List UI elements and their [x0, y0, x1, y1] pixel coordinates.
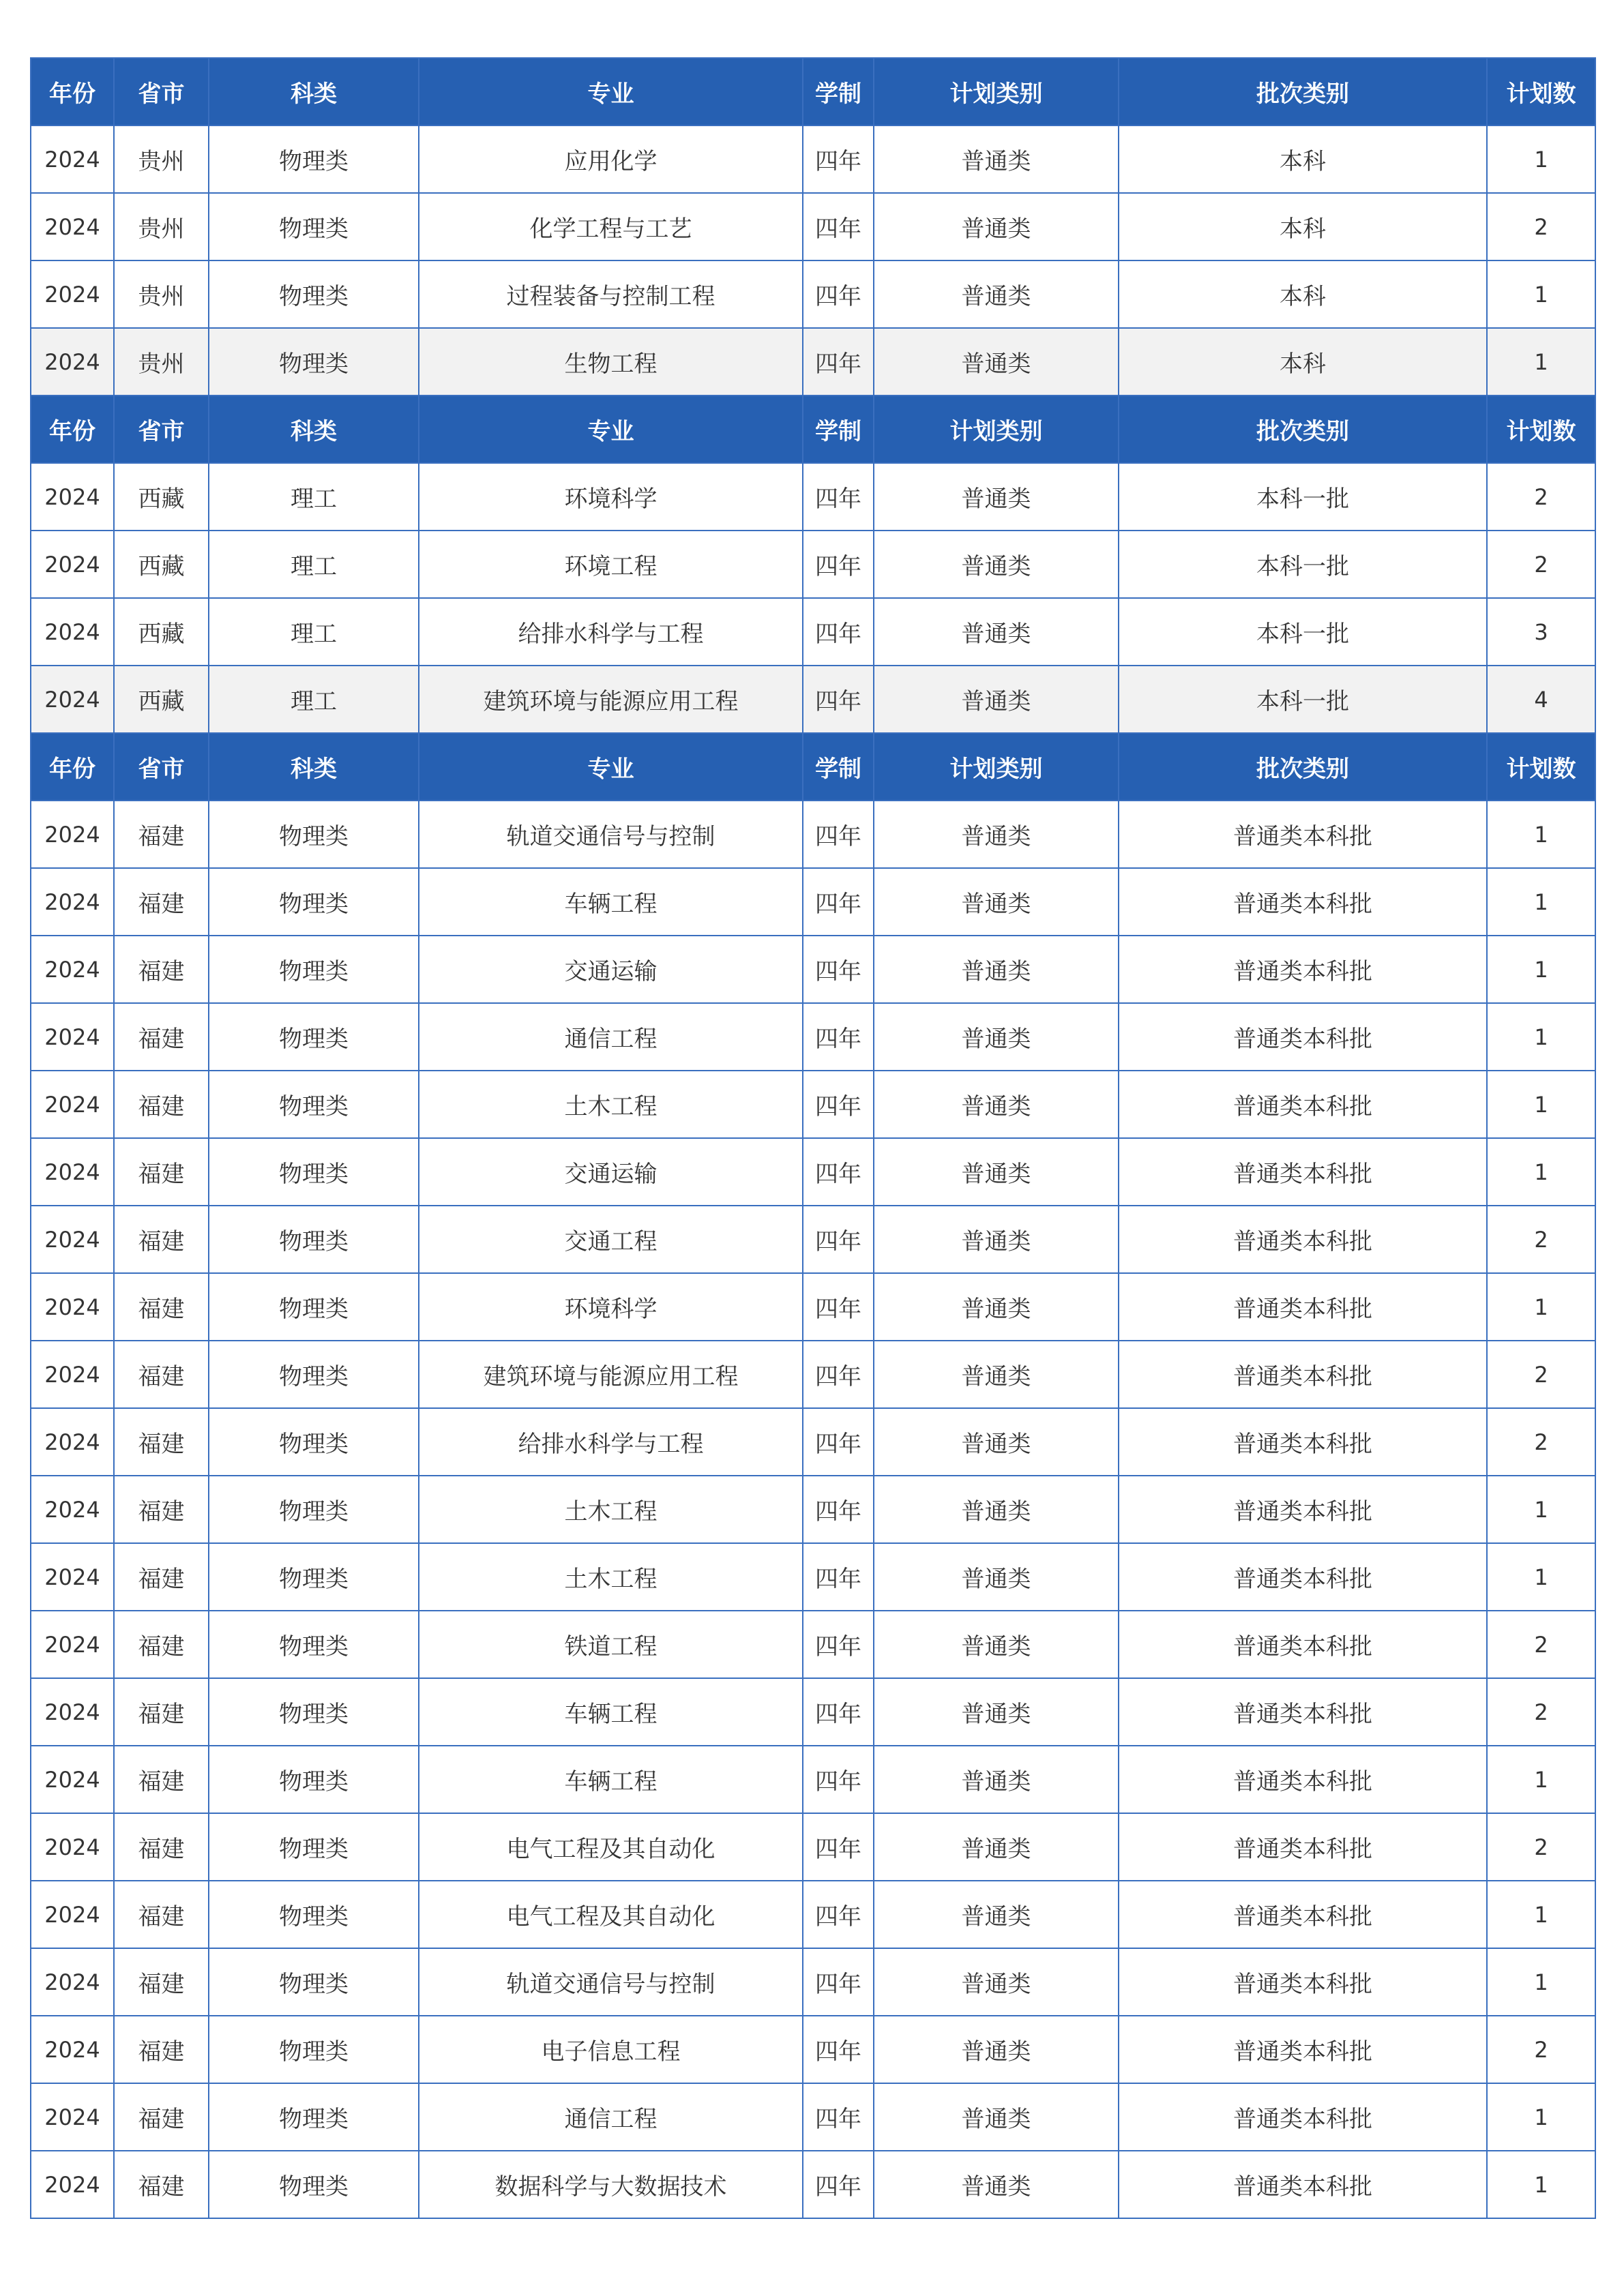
subject-type-cell: 理工 [209, 463, 419, 531]
plan-count-cell: 1 [1487, 1273, 1595, 1341]
plan-type-cell: 普通类 [874, 1813, 1119, 1881]
batch-type-cell: 普通类本科批 [1119, 1543, 1487, 1611]
province-cell: 福建 [114, 1881, 209, 1948]
table-row [31, 1543, 1595, 1611]
batch-type-cell: 普通类本科批 [1119, 2083, 1487, 2151]
year-cell: 2024 [31, 328, 114, 396]
province-cell: 福建 [114, 1138, 209, 1206]
plan-type-cell: 普通类 [874, 193, 1119, 260]
header-plan-count: 计划数 [1487, 396, 1595, 463]
province-cell: 福建 [114, 1408, 209, 1476]
major-cell: 电气工程及其自动化 [419, 1881, 803, 1948]
province-cell: 福建 [114, 868, 209, 936]
major-cell: 给排水科学与工程 [419, 1408, 803, 1476]
batch-type-cell: 普通类本科批 [1119, 1881, 1487, 1948]
header-duration: 学制 [803, 733, 874, 801]
province-cell: 福建 [114, 1003, 209, 1071]
table-row [31, 1948, 1595, 2016]
header-subject-type: 科类 [209, 733, 419, 801]
batch-type-cell: 普通类本科批 [1119, 1408, 1487, 1476]
subject-type-cell: 物理类 [209, 801, 419, 868]
plan-type-cell: 普通类 [874, 2016, 1119, 2083]
table-row [31, 531, 1595, 598]
major-cell: 环境科学 [419, 463, 803, 531]
batch-type-cell: 本科 [1119, 260, 1487, 328]
plan-count-cell: 1 [1487, 328, 1595, 396]
plan-type-cell: 普通类 [874, 125, 1119, 193]
batch-type-cell: 普通类本科批 [1119, 1273, 1487, 1341]
duration-cell: 四年 [803, 1206, 874, 1273]
duration-cell: 四年 [803, 1273, 874, 1341]
major-cell: 车辆工程 [419, 1678, 803, 1746]
plan-count-cell: 2 [1487, 463, 1595, 531]
duration-cell: 四年 [803, 1543, 874, 1611]
batch-type-cell: 普通类本科批 [1119, 1813, 1487, 1881]
plan-type-cell: 普通类 [874, 868, 1119, 936]
province-cell: 贵州 [114, 328, 209, 396]
year-cell: 2024 [31, 1611, 114, 1678]
duration-cell: 四年 [803, 1678, 874, 1746]
major-cell: 环境工程 [419, 531, 803, 598]
batch-type-cell: 本科一批 [1119, 598, 1487, 666]
table-row [31, 1813, 1595, 1881]
table-row [31, 598, 1595, 666]
plan-count-cell: 1 [1487, 2083, 1595, 2151]
batch-type-cell: 普通类本科批 [1119, 1003, 1487, 1071]
duration-cell: 四年 [803, 125, 874, 193]
header-year: 年份 [31, 396, 114, 463]
plan-type-cell: 普通类 [874, 936, 1119, 1003]
batch-type-cell: 普通类本科批 [1119, 1746, 1487, 1813]
batch-type-cell: 本科 [1119, 125, 1487, 193]
batch-type-cell: 本科一批 [1119, 666, 1487, 733]
header-plan-count: 计划数 [1487, 58, 1595, 125]
plan-count-cell: 2 [1487, 1813, 1595, 1881]
table-row [31, 125, 1595, 193]
duration-cell: 四年 [803, 1881, 874, 1948]
table-row [31, 1341, 1595, 1408]
province-cell: 福建 [114, 1611, 209, 1678]
year-cell: 2024 [31, 125, 114, 193]
major-cell: 过程装备与控制工程 [419, 260, 803, 328]
header-major: 专业 [419, 396, 803, 463]
table-row [31, 2151, 1595, 2218]
year-cell: 2024 [31, 1543, 114, 1611]
plan-type-cell: 普通类 [874, 1678, 1119, 1746]
major-cell: 土木工程 [419, 1543, 803, 1611]
batch-type-cell: 普通类本科批 [1119, 1138, 1487, 1206]
year-cell: 2024 [31, 1273, 114, 1341]
duration-cell: 四年 [803, 463, 874, 531]
header-major: 专业 [419, 733, 803, 801]
subject-type-cell: 物理类 [209, 125, 419, 193]
header-province: 省市 [114, 396, 209, 463]
major-cell: 化学工程与工艺 [419, 193, 803, 260]
province-cell: 西藏 [114, 666, 209, 733]
header-year: 年份 [31, 58, 114, 125]
year-cell: 2024 [31, 2151, 114, 2218]
plan-type-cell: 普通类 [874, 531, 1119, 598]
duration-cell: 四年 [803, 666, 874, 733]
major-cell: 环境科学 [419, 1273, 803, 1341]
duration-cell: 四年 [803, 2151, 874, 2218]
year-cell: 2024 [31, 1003, 114, 1071]
subject-type-cell: 物理类 [209, 1543, 419, 1611]
major-cell: 铁道工程 [419, 1611, 803, 1678]
province-cell: 贵州 [114, 260, 209, 328]
header-year: 年份 [31, 733, 114, 801]
plan-count-cell: 3 [1487, 598, 1595, 666]
plan-count-cell: 1 [1487, 1003, 1595, 1071]
plan-type-cell: 普通类 [874, 1408, 1119, 1476]
table-row [31, 1071, 1595, 1138]
plan-count-cell: 4 [1487, 666, 1595, 733]
plan-type-cell: 普通类 [874, 666, 1119, 733]
province-cell: 福建 [114, 2151, 209, 2218]
province-cell: 福建 [114, 936, 209, 1003]
plan-type-cell: 普通类 [874, 1746, 1119, 1813]
table-row [31, 666, 1595, 733]
batch-type-cell: 普通类本科批 [1119, 868, 1487, 936]
subject-type-cell: 物理类 [209, 1476, 419, 1543]
table-row [31, 463, 1595, 531]
batch-type-cell: 本科 [1119, 193, 1487, 260]
major-cell: 土木工程 [419, 1071, 803, 1138]
table-row [31, 2016, 1595, 2083]
province-cell: 福建 [114, 1543, 209, 1611]
plan-type-cell: 普通类 [874, 1206, 1119, 1273]
subject-type-cell: 物理类 [209, 1746, 419, 1813]
year-cell: 2024 [31, 598, 114, 666]
major-cell: 交通运输 [419, 1138, 803, 1206]
plan-count-cell: 1 [1487, 125, 1595, 193]
subject-type-cell: 物理类 [209, 936, 419, 1003]
duration-cell: 四年 [803, 936, 874, 1003]
header-batch-type: 批次类别 [1119, 733, 1487, 801]
year-cell: 2024 [31, 868, 114, 936]
header-province: 省市 [114, 733, 209, 801]
plan-type-cell: 普通类 [874, 598, 1119, 666]
subject-type-cell: 物理类 [209, 193, 419, 260]
year-cell: 2024 [31, 531, 114, 598]
plan-count-cell: 1 [1487, 1746, 1595, 1813]
table-row [31, 1881, 1595, 1948]
header-duration: 学制 [803, 58, 874, 125]
subject-type-cell: 物理类 [209, 1138, 419, 1206]
major-cell: 通信工程 [419, 1003, 803, 1071]
subject-type-cell: 物理类 [209, 1071, 419, 1138]
province-cell: 福建 [114, 1678, 209, 1746]
plan-type-cell: 普通类 [874, 260, 1119, 328]
duration-cell: 四年 [803, 1611, 874, 1678]
batch-type-cell: 本科一批 [1119, 463, 1487, 531]
province-cell: 福建 [114, 1948, 209, 2016]
duration-cell: 四年 [803, 1003, 874, 1071]
plan-count-cell: 1 [1487, 260, 1595, 328]
duration-cell: 四年 [803, 531, 874, 598]
year-cell: 2024 [31, 1476, 114, 1543]
province-cell: 福建 [114, 2016, 209, 2083]
duration-cell: 四年 [803, 868, 874, 936]
major-cell: 建筑环境与能源应用工程 [419, 666, 803, 733]
subject-type-cell: 物理类 [209, 2016, 419, 2083]
batch-type-cell: 普通类本科批 [1119, 2151, 1487, 2218]
header-batch-type: 批次类别 [1119, 396, 1487, 463]
header-subject-type: 科类 [209, 58, 419, 125]
plan-count-cell: 2 [1487, 1206, 1595, 1273]
subject-type-cell: 物理类 [209, 1273, 419, 1341]
duration-cell: 四年 [803, 260, 874, 328]
batch-type-cell: 普通类本科批 [1119, 1678, 1487, 1746]
year-cell: 2024 [31, 1341, 114, 1408]
plan-type-cell: 普通类 [874, 1611, 1119, 1678]
major-cell: 建筑环境与能源应用工程 [419, 1341, 803, 1408]
table-header-row [31, 733, 1595, 801]
plan-type-cell: 普通类 [874, 1948, 1119, 2016]
header-plan-type: 计划类别 [874, 733, 1119, 801]
duration-cell: 四年 [803, 1813, 874, 1881]
major-cell: 车辆工程 [419, 868, 803, 936]
table-row [31, 1408, 1595, 1476]
plan-type-cell: 普通类 [874, 801, 1119, 868]
plan-type-cell: 普通类 [874, 1881, 1119, 1948]
plan-count-cell: 2 [1487, 531, 1595, 598]
batch-type-cell: 普通类本科批 [1119, 1948, 1487, 2016]
plan-count-cell: 2 [1487, 193, 1595, 260]
table-row [31, 1138, 1595, 1206]
batch-type-cell: 普通类本科批 [1119, 936, 1487, 1003]
header-plan-type: 计划类别 [874, 58, 1119, 125]
province-cell: 福建 [114, 1071, 209, 1138]
duration-cell: 四年 [803, 2083, 874, 2151]
table-row [31, 1611, 1595, 1678]
subject-type-cell: 物理类 [209, 1611, 419, 1678]
plan-count-cell: 1 [1487, 1476, 1595, 1543]
table-row [31, 1003, 1595, 1071]
batch-type-cell: 普通类本科批 [1119, 1206, 1487, 1273]
table-row [31, 868, 1595, 936]
enrollment-plan-table [30, 57, 1596, 2219]
plan-count-cell: 2 [1487, 1408, 1595, 1476]
duration-cell: 四年 [803, 328, 874, 396]
major-cell: 数据科学与大数据技术 [419, 2151, 803, 2218]
plan-type-cell: 普通类 [874, 1071, 1119, 1138]
subject-type-cell: 理工 [209, 666, 419, 733]
subject-type-cell: 物理类 [209, 1678, 419, 1746]
year-cell: 2024 [31, 936, 114, 1003]
year-cell: 2024 [31, 1881, 114, 1948]
table-row [31, 260, 1595, 328]
province-cell: 福建 [114, 1476, 209, 1543]
plan-type-cell: 普通类 [874, 1341, 1119, 1408]
subject-type-cell: 物理类 [209, 1003, 419, 1071]
plan-count-cell: 1 [1487, 1881, 1595, 1948]
plan-type-cell: 普通类 [874, 328, 1119, 396]
header-plan-type: 计划类别 [874, 396, 1119, 463]
province-cell: 贵州 [114, 193, 209, 260]
subject-type-cell: 物理类 [209, 868, 419, 936]
province-cell: 贵州 [114, 125, 209, 193]
year-cell: 2024 [31, 1071, 114, 1138]
year-cell: 2024 [31, 463, 114, 531]
header-batch-type: 批次类别 [1119, 58, 1487, 125]
plan-count-cell: 1 [1487, 2151, 1595, 2218]
province-cell: 西藏 [114, 598, 209, 666]
batch-type-cell: 本科 [1119, 328, 1487, 396]
plan-type-cell: 普通类 [874, 463, 1119, 531]
subject-type-cell: 理工 [209, 598, 419, 666]
duration-cell: 四年 [803, 1746, 874, 1813]
plan-count-cell: 1 [1487, 1948, 1595, 2016]
plan-count-cell: 1 [1487, 1138, 1595, 1206]
major-cell: 交通运输 [419, 936, 803, 1003]
table-row [31, 1273, 1595, 1341]
year-cell: 2024 [31, 801, 114, 868]
batch-type-cell: 普通类本科批 [1119, 1476, 1487, 1543]
table-row [31, 936, 1595, 1003]
plan-count-cell: 1 [1487, 1071, 1595, 1138]
subject-type-cell: 物理类 [209, 1948, 419, 2016]
subject-type-cell: 物理类 [209, 328, 419, 396]
header-subject-type: 科类 [209, 396, 419, 463]
batch-type-cell: 本科一批 [1119, 531, 1487, 598]
major-cell: 交通工程 [419, 1206, 803, 1273]
plan-count-cell: 1 [1487, 936, 1595, 1003]
province-cell: 福建 [114, 1273, 209, 1341]
plan-count-cell: 2 [1487, 1678, 1595, 1746]
year-cell: 2024 [31, 1678, 114, 1746]
year-cell: 2024 [31, 1138, 114, 1206]
subject-type-cell: 物理类 [209, 1206, 419, 1273]
major-cell: 土木工程 [419, 1476, 803, 1543]
major-cell: 轨道交通信号与控制 [419, 1948, 803, 2016]
subject-type-cell: 理工 [209, 531, 419, 598]
year-cell: 2024 [31, 1813, 114, 1881]
year-cell: 2024 [31, 1948, 114, 2016]
year-cell: 2024 [31, 1206, 114, 1273]
header-plan-count: 计划数 [1487, 733, 1595, 801]
duration-cell: 四年 [803, 1138, 874, 1206]
plan-count-cell: 1 [1487, 801, 1595, 868]
table-row [31, 1476, 1595, 1543]
duration-cell: 四年 [803, 1341, 874, 1408]
year-cell: 2024 [31, 2083, 114, 2151]
year-cell: 2024 [31, 193, 114, 260]
table-row [31, 1206, 1595, 1273]
year-cell: 2024 [31, 1746, 114, 1813]
batch-type-cell: 普通类本科批 [1119, 801, 1487, 868]
batch-type-cell: 普通类本科批 [1119, 1341, 1487, 1408]
year-cell: 2024 [31, 666, 114, 733]
duration-cell: 四年 [803, 1476, 874, 1543]
province-cell: 西藏 [114, 531, 209, 598]
plan-type-cell: 普通类 [874, 1003, 1119, 1071]
year-cell: 2024 [31, 2016, 114, 2083]
plan-count-cell: 2 [1487, 2016, 1595, 2083]
header-province: 省市 [114, 58, 209, 125]
plan-type-cell: 普通类 [874, 2151, 1119, 2218]
table-row [31, 193, 1595, 260]
plan-type-cell: 普通类 [874, 1273, 1119, 1341]
plan-count-cell: 1 [1487, 1543, 1595, 1611]
major-cell: 轨道交通信号与控制 [419, 801, 803, 868]
table-row [31, 2083, 1595, 2151]
province-cell: 福建 [114, 2083, 209, 2151]
header-duration: 学制 [803, 396, 874, 463]
province-cell: 福建 [114, 1206, 209, 1273]
major-cell: 应用化学 [419, 125, 803, 193]
plan-count-cell: 1 [1487, 868, 1595, 936]
plan-count-cell: 2 [1487, 1611, 1595, 1678]
table-header-row [31, 396, 1595, 463]
major-cell: 车辆工程 [419, 1746, 803, 1813]
duration-cell: 四年 [803, 193, 874, 260]
major-cell: 电子信息工程 [419, 2016, 803, 2083]
province-cell: 福建 [114, 1341, 209, 1408]
duration-cell: 四年 [803, 1071, 874, 1138]
table-row [31, 328, 1595, 396]
batch-type-cell: 普通类本科批 [1119, 2016, 1487, 2083]
subject-type-cell: 物理类 [209, 1408, 419, 1476]
table-row [31, 801, 1595, 868]
province-cell: 福建 [114, 1746, 209, 1813]
duration-cell: 四年 [803, 801, 874, 868]
major-cell: 生物工程 [419, 328, 803, 396]
table-row [31, 1678, 1595, 1746]
subject-type-cell: 物理类 [209, 2151, 419, 2218]
year-cell: 2024 [31, 1408, 114, 1476]
plan-type-cell: 普通类 [874, 1543, 1119, 1611]
province-cell: 福建 [114, 801, 209, 868]
year-cell: 2024 [31, 260, 114, 328]
major-cell: 给排水科学与工程 [419, 598, 803, 666]
plan-type-cell: 普通类 [874, 1138, 1119, 1206]
table-row [31, 1746, 1595, 1813]
plan-count-cell: 2 [1487, 1341, 1595, 1408]
subject-type-cell: 物理类 [209, 260, 419, 328]
subject-type-cell: 物理类 [209, 2083, 419, 2151]
duration-cell: 四年 [803, 1408, 874, 1476]
subject-type-cell: 物理类 [209, 1341, 419, 1408]
duration-cell: 四年 [803, 2016, 874, 2083]
major-cell: 通信工程 [419, 2083, 803, 2151]
major-cell: 电气工程及其自动化 [419, 1813, 803, 1881]
subject-type-cell: 物理类 [209, 1881, 419, 1948]
plan-type-cell: 普通类 [874, 1476, 1119, 1543]
province-cell: 福建 [114, 1813, 209, 1881]
duration-cell: 四年 [803, 598, 874, 666]
table-header-row [31, 58, 1595, 125]
batch-type-cell: 普通类本科批 [1119, 1611, 1487, 1678]
plan-type-cell: 普通类 [874, 2083, 1119, 2151]
duration-cell: 四年 [803, 1948, 874, 2016]
subject-type-cell: 物理类 [209, 1813, 419, 1881]
batch-type-cell: 普通类本科批 [1119, 1071, 1487, 1138]
header-major: 专业 [419, 58, 803, 125]
province-cell: 西藏 [114, 463, 209, 531]
